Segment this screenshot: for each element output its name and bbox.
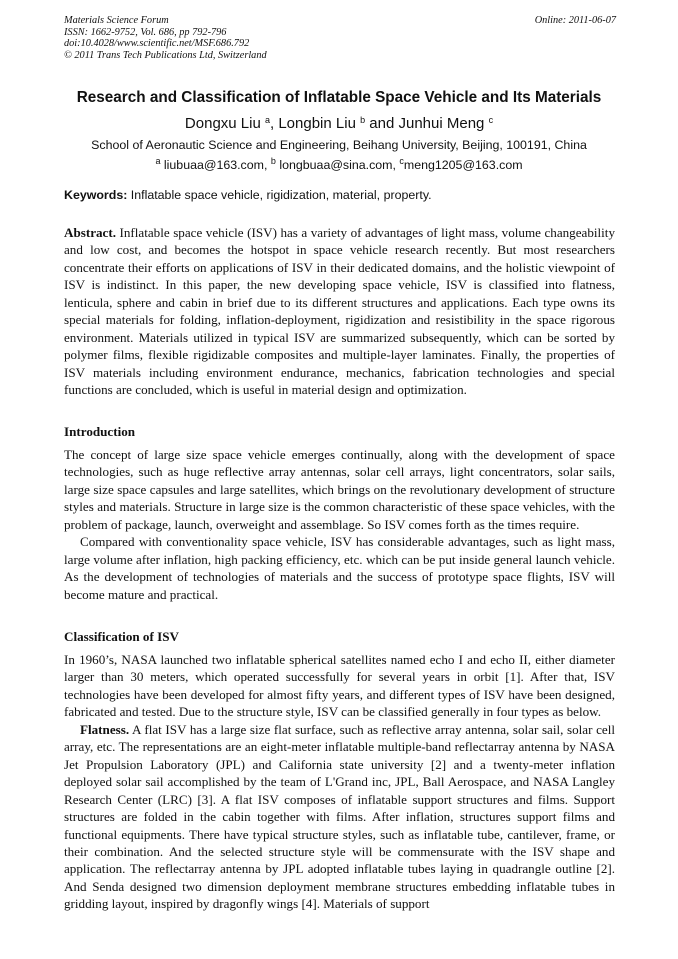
journal-copyright: © 2011 Trans Tech Publications Ltd, Switzerland — [64, 49, 267, 61]
email-link[interactable]: liubuaa@163.com — [163, 158, 264, 172]
email-link[interactable]: longbuaa@sina.com — [279, 158, 393, 172]
journal-issn: ISSN: 1662-9752, Vol. 686, pp 792-796 — [64, 26, 227, 38]
email-mark: a — [155, 156, 161, 166]
author-name: Dongxu Liu — [184, 115, 261, 132]
keywords-label: Keywords: — [64, 188, 128, 202]
email-separator: , — [263, 158, 271, 172]
paragraph-flatness — [64, 721, 619, 913]
section-heading-introduction: Introduction — [64, 424, 136, 439]
flatness-text: A flat ISV has a large size flat surface, such as reflective array antenna, solar sail, solar cell array, etc. The representations are an eight-meter inflatable multiple-band reflectarray antenna by NASA Jet Propulsion Laboratory (JPL) and California state university [2] and a twenty-meter inflation deployed solar sail accomplished by the team of L'Grand inc, JPL, Ball Aerospace, and NASA Langley Research Center (LRC) [3]. A flat ISV composes of inflatable support structures and films. Support structures are folded in the cabin together with films. After inflation, structures support films and functional equipments. There have typical structure styles, such as inflatable tube, cantilever, frame, or their combination. And the selected structure style will be commensurate with the ISV shape and application. The reflectarray antenna by JPL adopted inflatable tubes laying in quadrangle outline [2]. And Senda designed two dimension deployment membrane structures embedding inflatable tubes in gridding layout, inspired by dragonfly wings [4]. Materials of support — [64, 721, 619, 912]
email-separator: , — [392, 158, 400, 172]
section-heading-classification: Classification of ISV — [64, 629, 179, 644]
affiliation: School of Aeronautic Science and Engineering, Beihang University, Beijing, 100191, China — [91, 138, 587, 152]
abstract-text: Inflatable space vehicle (ISV) has a variety of advantages of light mass, volume changeability and low cost, and becomes the hotspot in space vehicle research recently. But most researchers concentrate their efforts on applications of ISV in their dedicated domains, and the holistic viewpoint of ISV is indistinct. In this paper, the new developing space vehicle, ISV is classified into flatness, lenticula, sphere and cabin in brief due to its different structures and applications. Each type owns its special materials for folding, inflation-deployment, rigidization and resistibility in the space rigorous environment. Materials utilized in typical ISV are summarized subsequently, which can be sorted by polymer films, flexible rigidizable composites and multiple-layer laminates. Finally, the properties of ISV materials including environment endurance, mechanics, fabrication technologies and special functions are concluded, which is useful in material design and optimization. — [64, 225, 619, 398]
email-mark: c — [399, 156, 404, 166]
author-separator: and — [365, 115, 399, 132]
author-separator: , — [270, 115, 279, 132]
author-mark: c — [488, 115, 494, 125]
journal-header — [64, 15, 616, 61]
paragraph: The concept of large size space vehicle emerges continually, along with the development of space technologies, such as huge reflective array antennas, solar cell arrays, light concentrators, solar sails, large size space capsules and large satellites, which brings on the revolutionary development of structure styles and materials. Structure in large size is the common characteristic of these space vehicles, with the problem of package, launch, overweight and assemblage. So ISV comes forth as the times require. — [64, 447, 615, 532]
author-mark: b — [360, 115, 366, 125]
flatness-label: Flatness. — [80, 721, 130, 737]
section-introduction — [64, 446, 615, 603]
author-list — [40, 110, 638, 134]
paragraph: Compared with conventionality space vehicle, ISV has considerable advantages, such as light mass, large volume after inflation, high packing efficiency, etc. which can be put inside general launch vehicle. As the development of technologies of materials and the success of prototype space flights, ISV will become mature and practical. — [64, 534, 615, 602]
paper-title: Research and Classification of Inflatable Space Vehicle and Its Materials — [76, 89, 602, 106]
journal-doi: doi:10.4028/www.scientific.net/MSF.686.792 — [64, 38, 250, 50]
email-mark: b — [270, 156, 276, 166]
online-date: Online: 2011-06-07 — [534, 15, 616, 26]
email-list — [40, 153, 638, 173]
author-mark: a — [264, 115, 270, 125]
email-link[interactable]: meng1205@163.com — [403, 158, 523, 172]
author-name: Junhui Meng — [398, 115, 485, 132]
keywords — [64, 187, 616, 203]
keywords-text: Inflatable space vehicle, rigidization, material, property. — [127, 188, 432, 202]
abstract-label: Abstract. — [64, 225, 116, 240]
paragraph: In 1960’s, NASA launched two inflatable spherical satellites named echo I and echo II, either diameter larger than 30 meters, which operated successfully for several years in orbit [1]. After that, ISV technologies have been developed for almost fifty years, and different types of ISV have been designed, fabricated and tested. Due to the structure style, ISV can be classified generally in four types as below. — [64, 652, 615, 720]
abstract — [64, 224, 619, 399]
author-name: Longbin Liu — [278, 115, 356, 132]
section-classification — [64, 651, 619, 913]
journal-name: Materials Science Forum — [64, 15, 169, 26]
